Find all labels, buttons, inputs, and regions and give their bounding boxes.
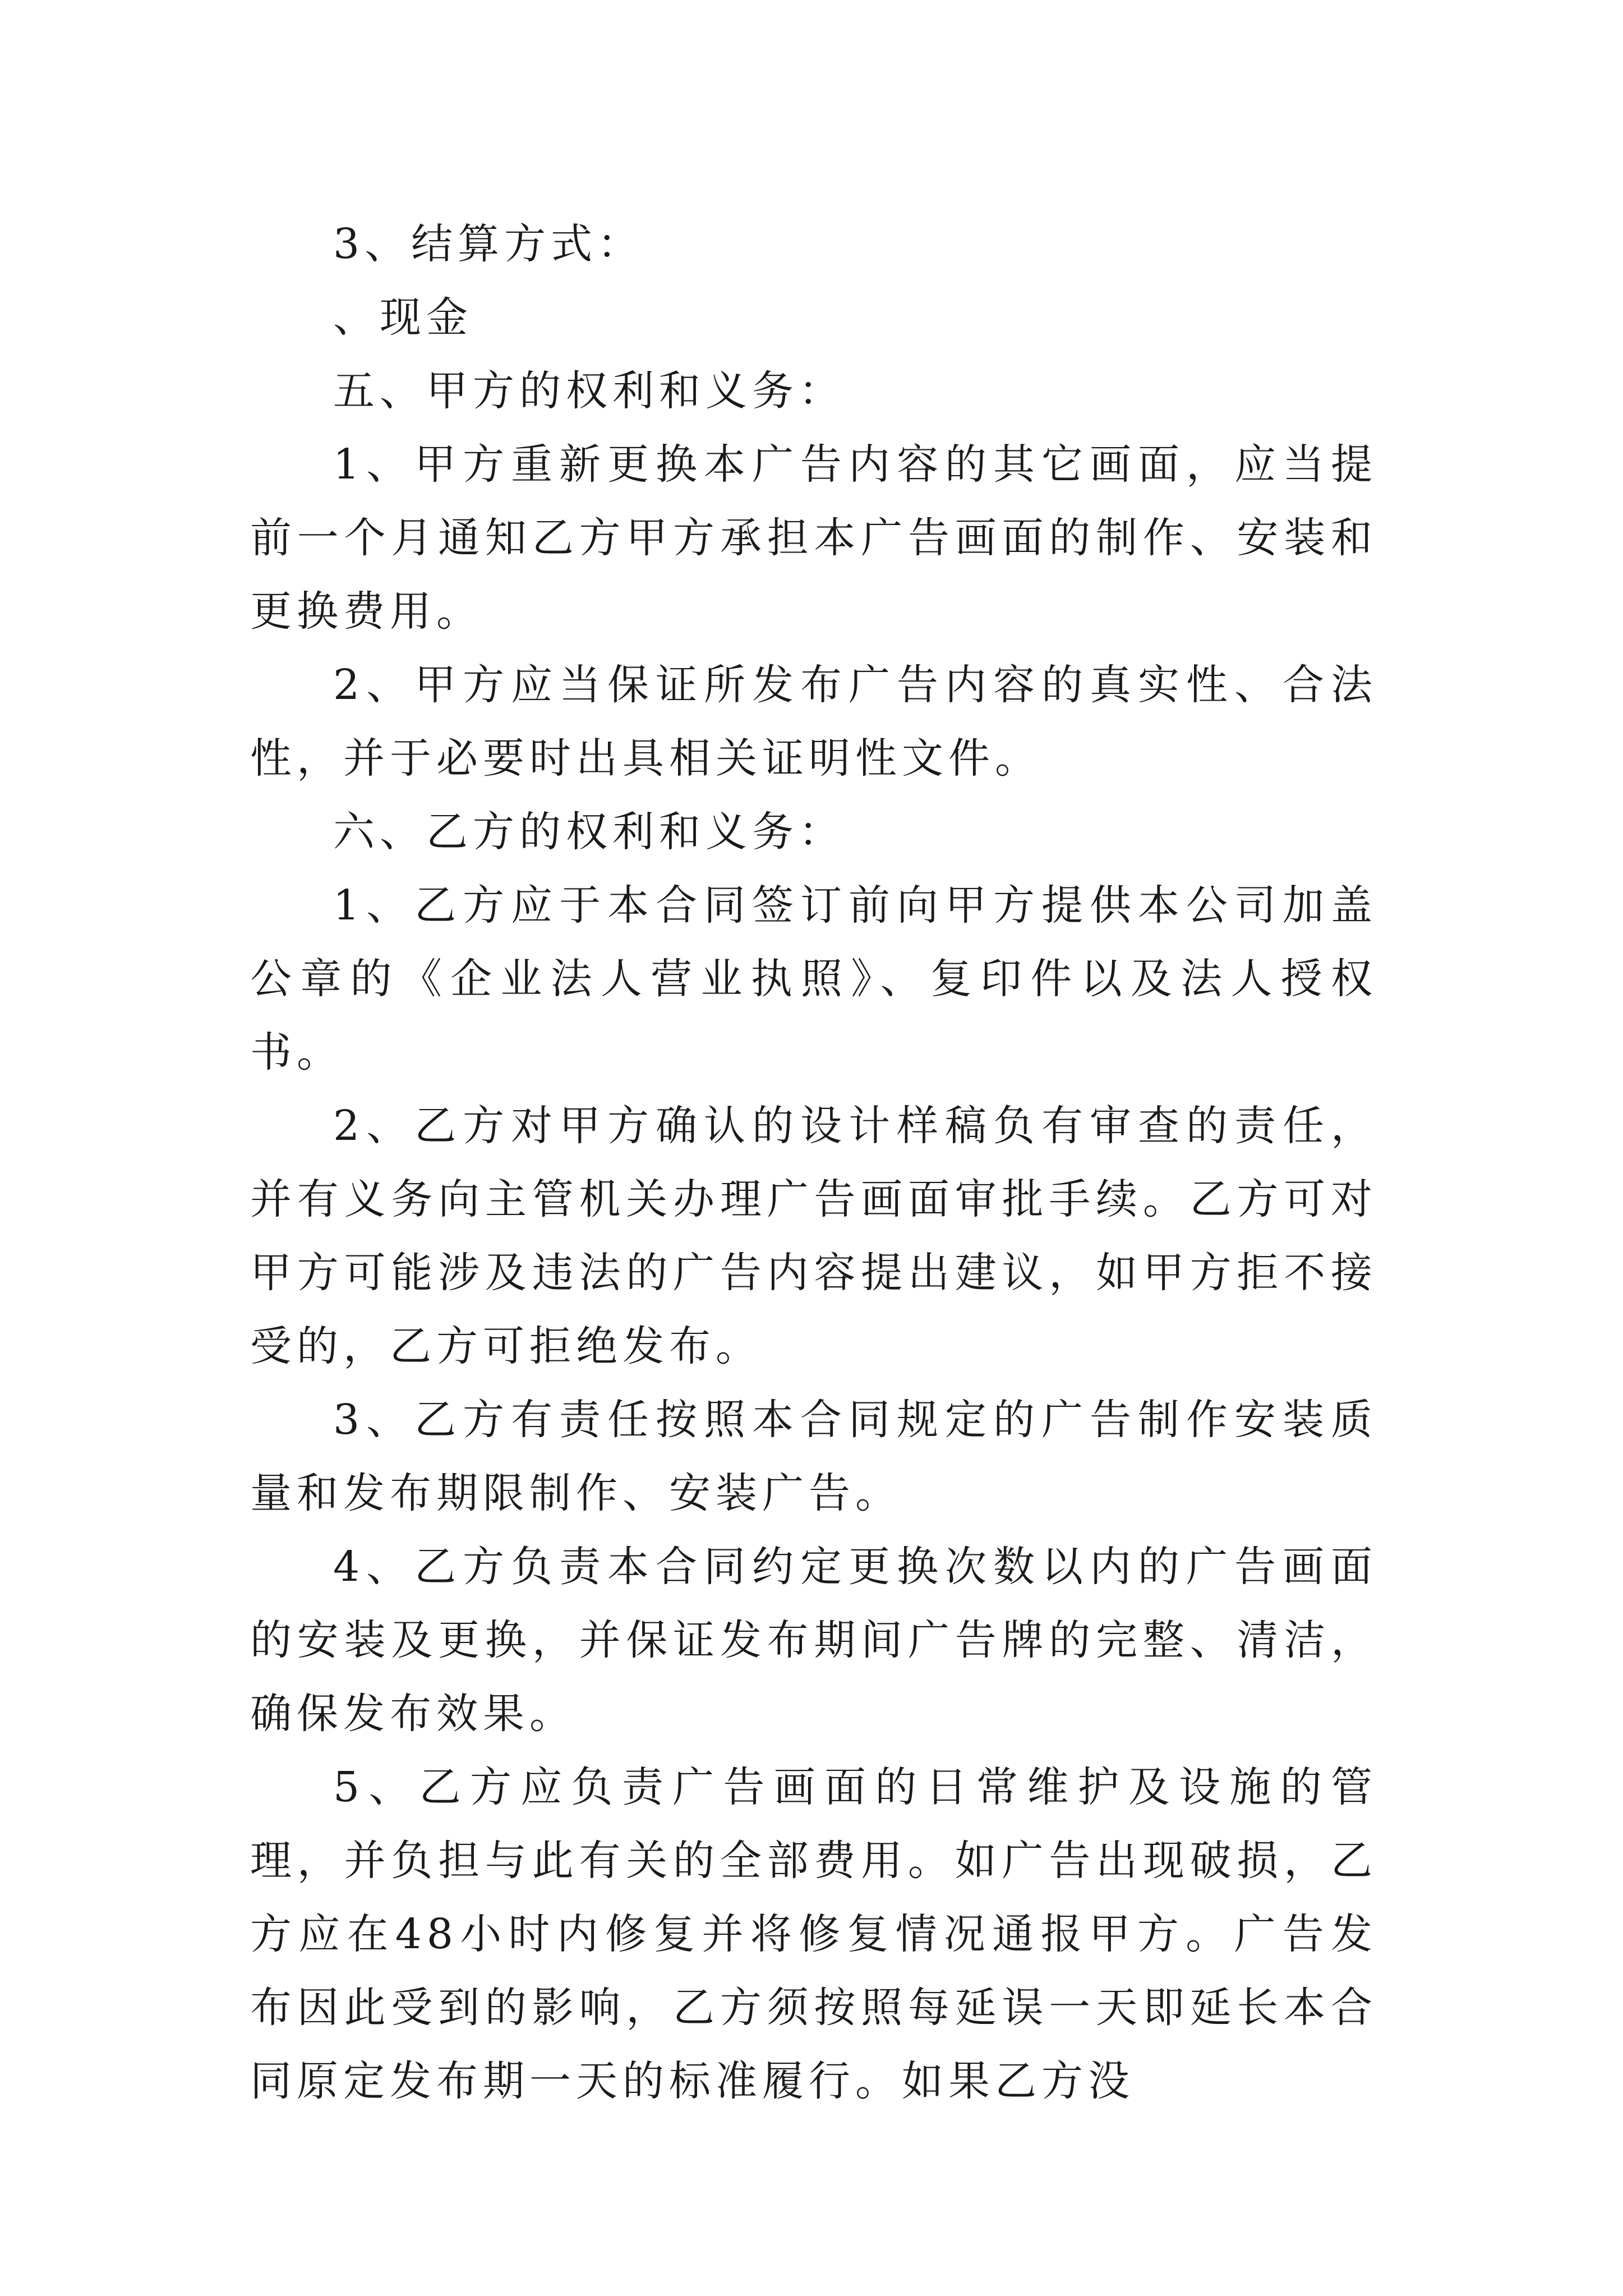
paragraph-party-b-item-1: 1、乙方应于本合同签订前向甲方提供本公司加盖公章的《企业法人营业执照》、复印件以及法人授权书。	[250, 881, 1377, 1076]
heading-party-b-rights: 六、乙方的权利和义务：	[333, 808, 845, 856]
paragraph-party-a-item-1: 1、甲方重新更换本广告内容的其它画面，应当提前一个月通知乙方甲方承担本广告画面的制作、安装和更换费用。	[250, 440, 1377, 636]
paragraph-party-a-item-2: 2、甲方应当保证所发布广告内容的真实性、合法性，并于必要时出具相关证明性文件。	[250, 661, 1377, 783]
paragraph-settlement-method: 3、结算方式：	[333, 220, 644, 268]
paragraph-party-b-item-4: 4、乙方负责本合同约定更换次数以内的广告画面的安装及更换，并保证发布期间广告牌的完整、清洁，确保发布效果。	[250, 1543, 1377, 1738]
paragraph-party-b-item-2: 2、乙方对甲方确认的设计样稿负有审查的责任，并有义务向主管机关办理广告画面审批手续。乙方可对甲方可能涉及违法的广告内容提出建议，如甲方拒不接受的，乙方可拒绝发布。	[250, 1102, 1377, 1370]
paragraph-party-b-item-5: 5、乙方应负责广告画面的日常维护及设施的管理，并负担与此有关的全部费用。如广告出现破损，乙方应在48小时内修复并将修复情况通报甲方。广告发布因此受到的影响，乙方须按照每延误一天即延长本合同原定发布期一天的标准履行。如果乙方没	[250, 1763, 1377, 2105]
heading-party-a-rights: 五、甲方的权利和义务：	[333, 367, 845, 415]
document-body	[250, 208, 1377, 2118]
paragraph-cash: 、现金	[333, 293, 473, 342]
paragraph-party-b-item-3: 3、乙方有责任按照本合同规定的广告制作安装质量和发布期限制作、安装广告。	[250, 1396, 1377, 1517]
